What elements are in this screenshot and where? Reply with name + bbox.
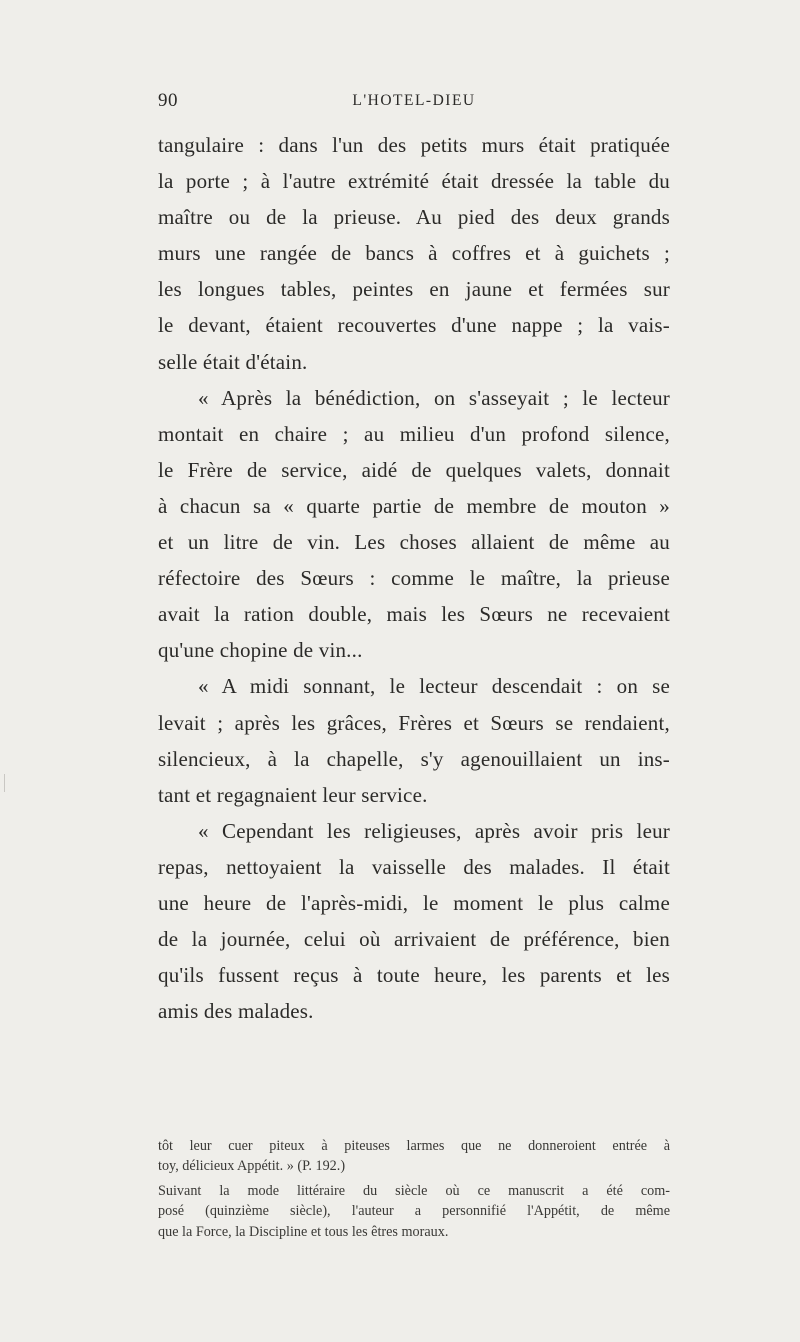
footnote-line: posé (quinzième siècle), l'auteur a personnifié l'Appétit, de même (158, 1203, 670, 1220)
text-line: avait la ration double, mais les Sœurs ne recevaient (158, 602, 670, 627)
footnote-line: tôt leur cuer piteux à piteuses larmes que ne donneroient entrée à (158, 1138, 670, 1154)
text-line: qu'une chopine de vin... (158, 638, 363, 663)
text-line: levait ; après les grâces, Frères et Sœurs se rendaient, (158, 710, 670, 735)
text-line: la porte ; à l'autre extrémité était dressée la table du (158, 169, 670, 194)
page-header (158, 90, 670, 114)
text-line: tangulaire : dans l'un des petits murs était pratiquée (158, 133, 670, 157)
text-line: le devant, étaient recouvertes d'une nappe ; la vais- (158, 313, 670, 338)
text-line: repas, nettoyaient la vaisselle des malades. Il était (158, 854, 670, 879)
footnote-line: Suivant la mode littéraire du siècle où ce manuscrit a été com- (158, 1182, 670, 1199)
text-line: silencieux, à la chapelle, s'y agenouillaient un ins- (158, 746, 670, 771)
body-text (158, 127, 670, 1029)
text-line: « Après la bénédiction, on s'asseyait ; le lecteur (198, 385, 670, 410)
footnote-line: toy, délicieux Appétit. » (P. 192.) (158, 1158, 346, 1175)
text-line: réfectoire des Sœurs : comme le maître, la prieuse (158, 566, 670, 591)
footnote-continued (158, 1136, 670, 1177)
footnotes (158, 1136, 670, 1242)
text-line: maître ou de la prieuse. Au pied des deux grands (158, 205, 670, 230)
text-line: montait en chaire ; au milieu d'un profond silence, (158, 421, 670, 446)
running-title: L'HOTEL-DIEU (352, 92, 476, 109)
text-line: le Frère de service, aidé de quelques valets, donnait (158, 457, 670, 482)
footnote-appetit (158, 1181, 670, 1242)
text-line: murs une rangée de bancs à coffres et à guichets ; (158, 241, 670, 266)
text-line: les longues tables, peintes en jaune et fermées sur (158, 277, 670, 302)
page-number: 90 (158, 90, 178, 111)
text-line: selle était d'étain. (158, 349, 308, 374)
text-line: « Cependant les religieuses, après avoir pris leur (198, 818, 670, 843)
text-line: amis des malades. (158, 999, 314, 1024)
text-line: à chacun sa « quarte partie de membre de mouton » (158, 493, 670, 518)
text-line: une heure de l'après-midi, le moment le plus calme (158, 890, 670, 915)
text-line: de la journée, celui où arrivaient de préférence, bien (158, 927, 670, 952)
text-line: « A midi sonnant, le lecteur descendait : on se (198, 674, 670, 699)
text-line: et un litre de vin. Les choses allaient de même au (158, 530, 670, 555)
text-line: qu'ils fussent reçus à toute heure, les parents et les (158, 963, 670, 988)
margin-mark (4, 774, 15, 792)
footnote-line: que la Force, la Discipline et tous les êtres moraux. (158, 1223, 449, 1240)
text-line: tant et regagnaient leur service. (158, 782, 428, 807)
